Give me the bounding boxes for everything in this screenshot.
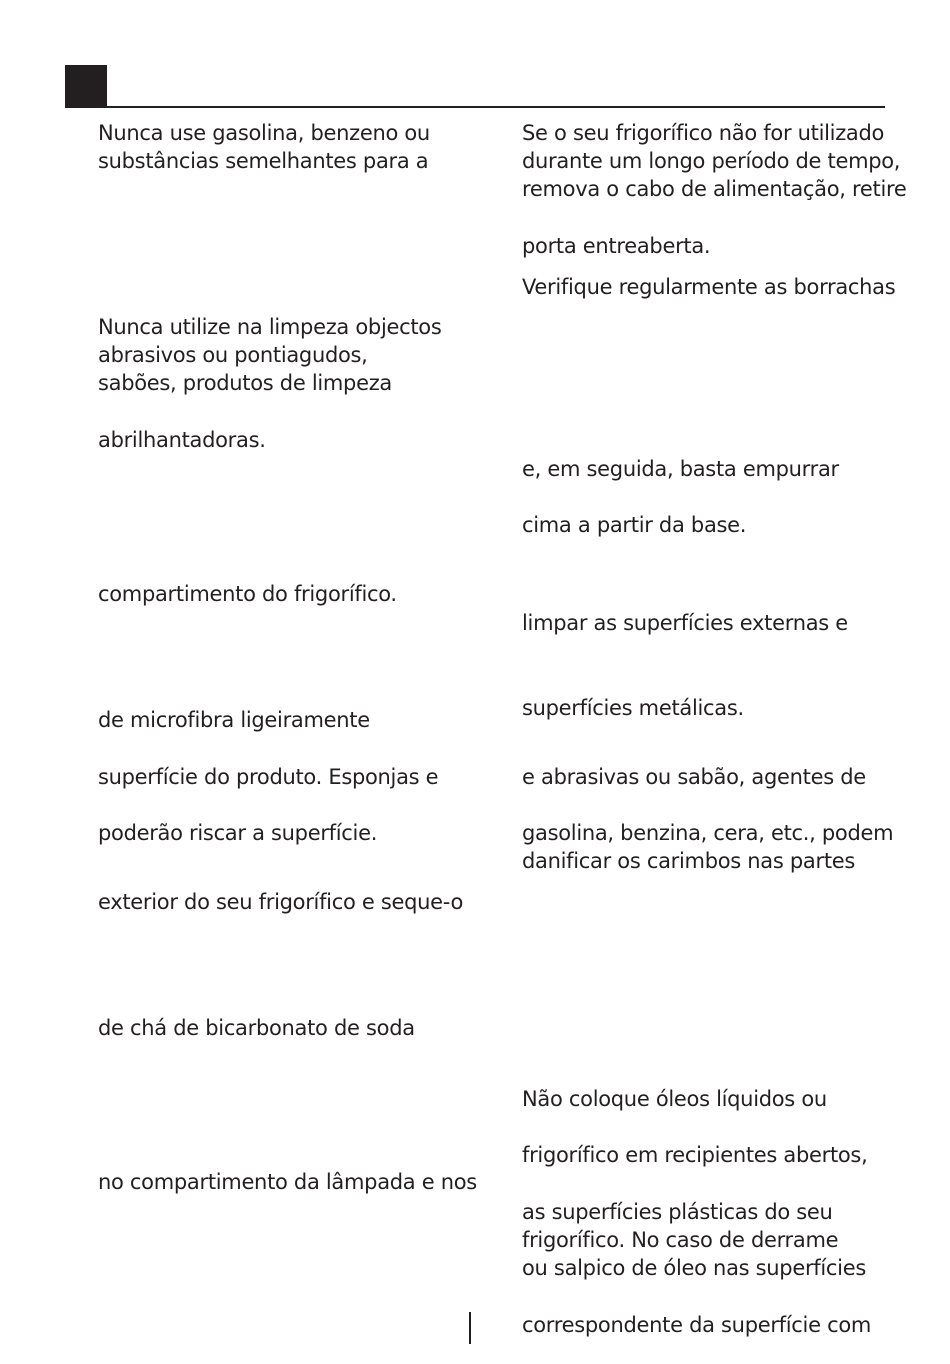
text-line: no compartimento da lâmpada e nos <box>98 1170 477 1194</box>
paragraph-right-4 <box>522 455 839 483</box>
paragraph-left-2 <box>98 313 441 397</box>
text-line: poderão riscar a superfície. <box>98 821 378 845</box>
text-line: e abrasivas ou sabão, agentes de <box>522 765 866 789</box>
text-line: limpar as superfícies externas e <box>522 611 848 635</box>
text-line: gasolina, benzina, cera, etc., podem <box>522 821 894 845</box>
column-end-marker <box>469 1312 471 1344</box>
paragraph-right-12 <box>522 1198 866 1282</box>
text-line: Se o seu frigorífico não for utilizado <box>522 121 885 145</box>
paragraph-right-6 <box>522 609 848 637</box>
paragraph-right-1 <box>522 119 906 203</box>
text-line: compartimento do frigorífico. <box>98 582 397 606</box>
text-line: abrilhantadoras. <box>98 428 266 452</box>
text-line: e, em seguida, basta empurrar <box>522 457 839 481</box>
paragraph-right-8 <box>522 763 866 791</box>
header-rule <box>65 106 885 108</box>
text-line: superfície do produto. Esponjas e <box>98 765 439 789</box>
text-line: cima a partir da base. <box>522 513 747 537</box>
paragraph-left-10 <box>98 1168 477 1196</box>
paragraph-left-8 <box>98 888 463 916</box>
paragraph-right-7 <box>522 694 744 722</box>
text-line: Nunca utilize na limpeza objectos <box>98 315 442 339</box>
text-line: porta entreaberta. <box>522 234 711 258</box>
text-line: exterior do seu frigorífico e seque-o <box>98 890 463 914</box>
paragraph-right-2 <box>522 232 710 260</box>
paragraph-right-5 <box>522 511 746 539</box>
text-line: de chá de bicarbonato de soda <box>98 1016 415 1040</box>
text-line: Nunca use gasolina, benzeno ou <box>98 121 430 145</box>
text-line: superfícies metálicas. <box>522 696 744 720</box>
text-line: durante um longo período de tempo, <box>522 149 901 173</box>
paragraph-right-13 <box>522 1311 871 1339</box>
text-line: Verifique regularmente as borrachas <box>522 275 896 299</box>
text-line: de microfibra ligeiramente <box>98 708 370 732</box>
section-marker-block <box>65 65 107 107</box>
paragraph-left-9 <box>98 1014 415 1042</box>
paragraph-left-3 <box>98 426 266 454</box>
paragraph-left-1 <box>98 119 430 175</box>
text-line: correspondente da superfície com <box>522 1313 872 1337</box>
text-line: abrasivos ou pontiagudos, <box>98 343 368 367</box>
paragraph-right-10 <box>522 1085 827 1113</box>
paragraph-left-6 <box>98 763 438 791</box>
paragraph-right-11 <box>522 1141 867 1169</box>
text-line: frigorífico em recipientes abertos, <box>522 1143 868 1167</box>
text-line: sabões, produtos de limpeza <box>98 371 392 395</box>
paragraph-left-4 <box>98 580 397 608</box>
paragraph-right-9 <box>522 819 893 875</box>
text-line: substâncias semelhantes para a <box>98 149 429 173</box>
text-line: as superfícies plásticas do seu <box>522 1200 833 1224</box>
text-line: Não coloque óleos líquidos ou <box>522 1087 827 1111</box>
text-line: frigorífico. No caso de derrame <box>522 1228 839 1252</box>
text-line: remova o cabo de alimentação, retire <box>522 177 907 201</box>
paragraph-right-3 <box>522 273 895 301</box>
text-line: danificar os carimbos nas partes <box>522 849 856 873</box>
paragraph-left-7 <box>98 819 377 847</box>
paragraph-left-5 <box>98 706 370 734</box>
text-line: ou salpico de óleo nas superfícies <box>522 1256 866 1280</box>
